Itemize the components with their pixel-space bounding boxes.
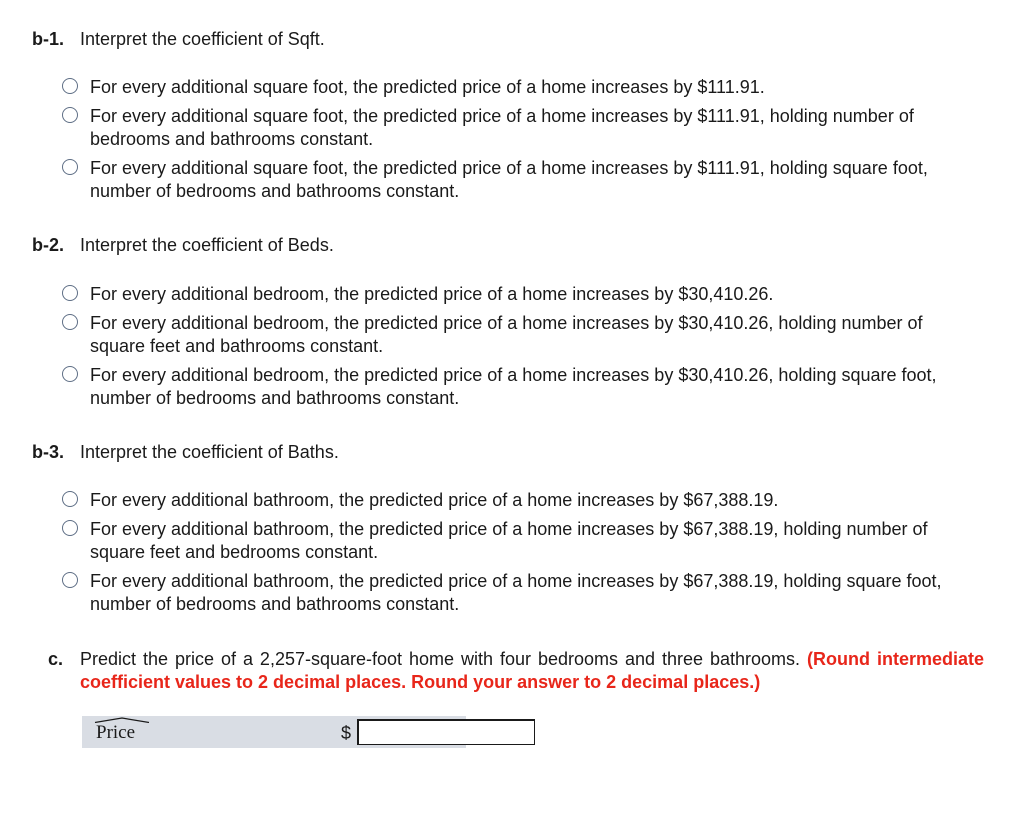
question-prompt-wrapper: [80, 648, 984, 694]
question-b1: [32, 28, 992, 50]
radio-button[interactable]: [62, 107, 78, 123]
radio-button[interactable]: [62, 159, 78, 175]
question-prompt: Interpret the coefficient of Beds.: [80, 235, 334, 255]
question-b3: [32, 441, 992, 463]
price-answer-input[interactable]: [357, 719, 535, 745]
option-text: For every additional bedroom, the predicted price of a home increases by $30,410.26, holding square foot, number of bedrooms and bathrooms constant.: [90, 365, 937, 408]
option-b1-3[interactable]: [62, 157, 952, 203]
option-b2-1[interactable]: [62, 283, 952, 306]
options-b2: [62, 283, 952, 416]
option-text: For every additional square foot, the predicted price of a home increases by $111.91, holding square foot, number of bedrooms and bathrooms constant.: [90, 158, 928, 201]
radio-button[interactable]: [62, 78, 78, 94]
question-b2: [32, 234, 992, 256]
question-prompt: Interpret the coefficient of Sqft.: [80, 29, 325, 49]
radio-button[interactable]: [62, 572, 78, 588]
option-text: For every additional square foot, the predicted price of a home increases by $111.91.: [90, 77, 765, 97]
question-prompt: Interpret the coefficient of Baths.: [80, 442, 339, 462]
option-b2-3[interactable]: [62, 364, 952, 410]
radio-button[interactable]: [62, 285, 78, 301]
question-label: b-2.: [32, 235, 65, 255]
option-text: For every additional bedroom, the predicted price of a home increases by $30,410.26, holding number of square feet and bathrooms constant.: [90, 313, 923, 356]
radio-button[interactable]: [62, 520, 78, 536]
answer-row: [82, 716, 466, 748]
price-hat-label: [96, 723, 135, 743]
question-label: b-3.: [32, 442, 65, 462]
question-c: [48, 648, 984, 694]
radio-button[interactable]: [62, 491, 78, 507]
option-text: For every additional square foot, the predicted price of a home increases by $111.91, holding number of bedrooms and bathrooms constant.: [90, 106, 914, 149]
option-text: For every additional bedroom, the predicted price of a home increases by $30,410.26.: [90, 284, 774, 304]
question-label: b-1.: [32, 29, 65, 49]
currency-symbol: $: [341, 723, 352, 743]
option-b2-2[interactable]: [62, 312, 952, 358]
rounding-instruction: (Round intermediate coefficient values to 2 decimal places. Round your answer to 2 decimal places.): [80, 649, 984, 692]
options-b3: [62, 489, 952, 622]
hat-accent-icon: [94, 717, 150, 723]
option-b1-2[interactable]: [62, 105, 952, 151]
option-b3-1[interactable]: [62, 489, 952, 512]
options-b1: [62, 76, 952, 209]
price-label: Price: [96, 722, 136, 743]
question-prompt: Predict the price of a 2,257-square-foot home with four bedrooms and three bathrooms.: [80, 649, 801, 669]
option-b3-3[interactable]: [62, 570, 952, 616]
radio-button[interactable]: [62, 314, 78, 330]
option-text: For every additional bathroom, the predicted price of a home increases by $67,388.19, holding square foot, number of bedrooms and bathrooms constant.: [90, 571, 942, 614]
option-b1-1[interactable]: [62, 76, 952, 99]
radio-button[interactable]: [62, 366, 78, 382]
option-text: For every additional bathroom, the predicted price of a home increases by $67,388.19, holding number of square feet and bedrooms constant.: [90, 519, 928, 562]
option-text: For every additional bathroom, the predicted price of a home increases by $67,388.19.: [90, 490, 779, 510]
question-label: c.: [48, 649, 64, 669]
option-b3-2[interactable]: [62, 518, 952, 564]
